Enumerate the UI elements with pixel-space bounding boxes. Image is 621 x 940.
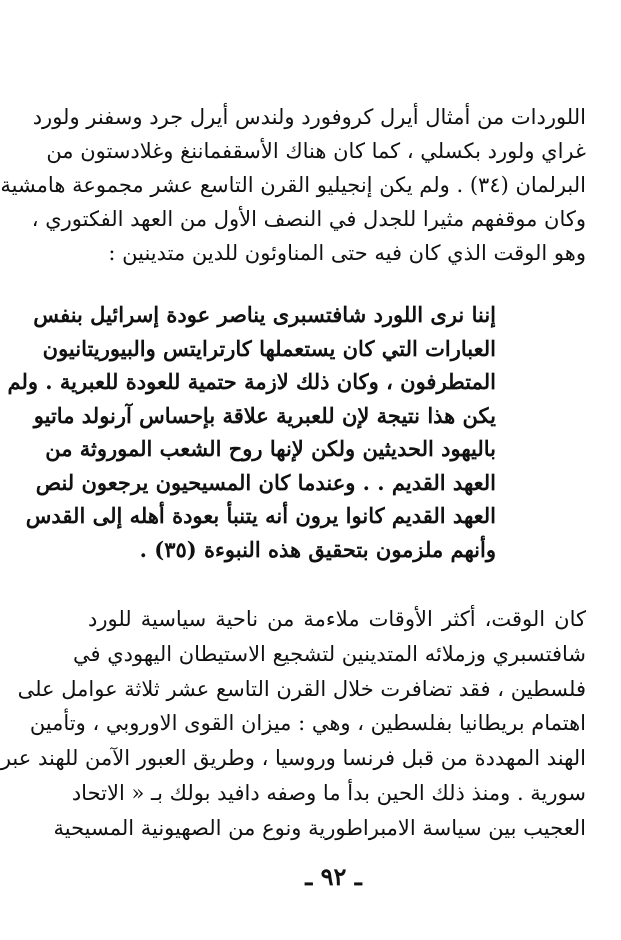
quote-line: وأنهم ملزمون بتحقيق هذه النبوءة (٣٥) . (139, 536, 496, 562)
text-line: وهو الوقت الذي كان فيه حتى المناوئون للدين متدينين : (108, 241, 586, 265)
text-line: فلسطين ، فقد تضافرت خلال القرن التاسع عشر ثلاثة عوامل على (17, 676, 586, 701)
text-line: شافتسبري وزملائه المتدينين لتشجيع الاستيطان اليهودي في (72, 641, 586, 666)
text-line: البرلمان (٣٤) . ولم يكن إنجيليو القرن التاسع عشر مجموعة هامشية (0, 173, 586, 197)
text-line: سورية . ومنذ ذلك الحين بدأ ما وصفه دافيد بولك بـ « الاتحاد (71, 780, 586, 805)
paragraph-opening (0, 100, 586, 270)
paragraph-closing (0, 602, 586, 846)
text-line: غراي ولورد بكسلي ، كما كان هناك الأسقفماننغ وغلادستون من (46, 139, 586, 163)
text-line: العجيب بين سياسة الامبراطورية ونوع من الصهيونية المسيحية (53, 815, 586, 840)
quote-line: العبارات التي كان يستعملها كارترايتس والبيوريتانيون (42, 335, 496, 361)
text-line: اللوردات من أمثال أيرل كروفورد ولندس أيرل جرد وسفنر ولورد (32, 105, 586, 129)
block-quotation (7, 298, 496, 566)
page-number: ـ ٩٢ ـ (305, 862, 362, 891)
quote-line: باليهود الحديثين ولكن لإنها روح الشعب الموروثة من (45, 436, 496, 461)
quote-line: العهد القديم . . وعندما كان المسيحيون يرجعون لنص (35, 469, 496, 495)
quote-line: العهد القديم كانوا يرون أنه يتنبأ بعودة أهله إلى القدس (25, 503, 496, 528)
text-line: اهتمام بريطانيا بفلسطين ، وهي : ميزان القوى الاوروبي ، وتأمين (29, 711, 586, 736)
quote-line: يكن هذا نتيجة لإن للعبرية علاقة بإحساس آرنولد ماتيو (33, 402, 496, 428)
text-line: وكان موقفهم مثيرا للجدل في النصف الأول من العهد الفكتوري ، (31, 207, 586, 231)
text-line: كان الوقت، أكثر الأوقات ملاءمة من ناحية سياسية للورد (88, 607, 586, 631)
text-line: الهند المهددة من قبل فرنسا وروسيا ، وطريق العبور الآمن للهند عبر (0, 746, 586, 771)
quote-line: المتطرفون ، وكان ذلك لازمة حتمية للعودة للعبرية . ولم (7, 369, 496, 394)
quote-line: إننا نرى اللورد شافتسبرى يناصر عودة إسرائيل بنفس (33, 302, 496, 327)
